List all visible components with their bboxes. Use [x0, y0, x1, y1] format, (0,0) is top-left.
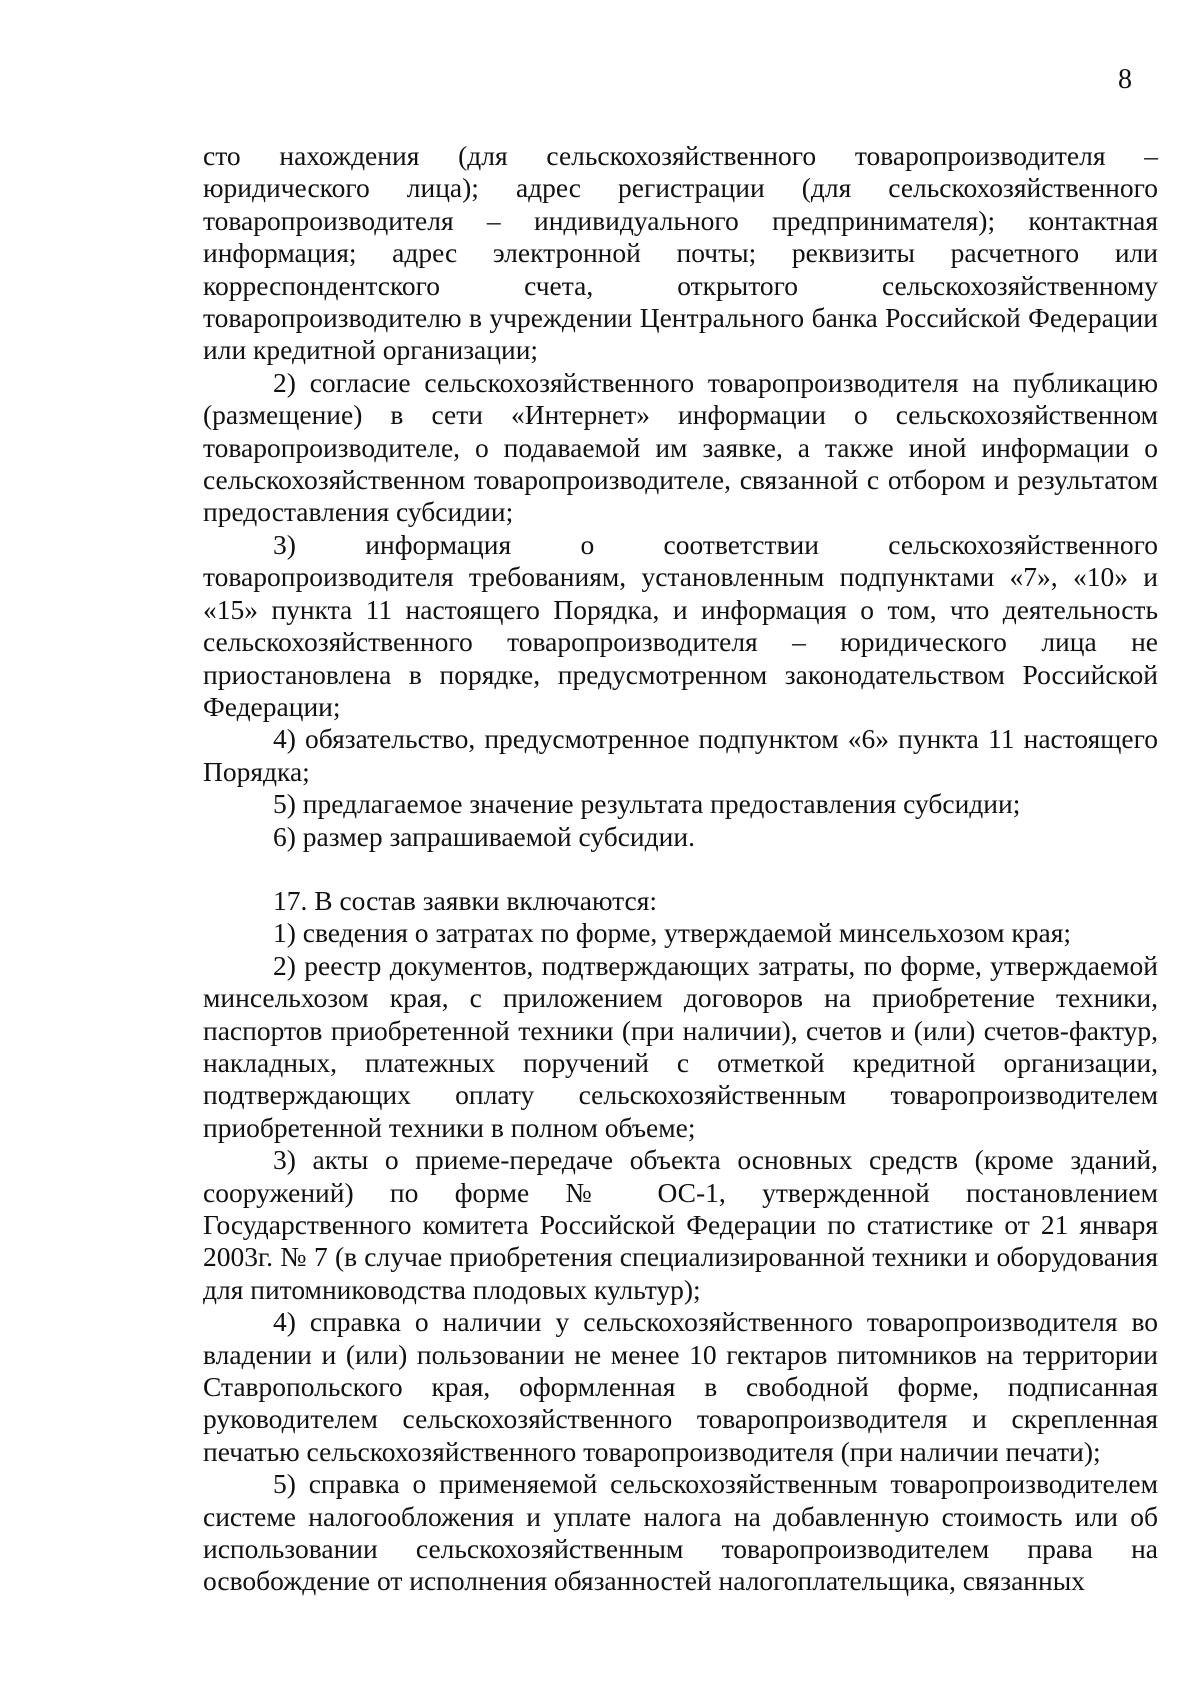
section-17-item-2: 2) реестр документов, подтверждающих затраты, по форме, утверждаемой минсельхозом края, с приложением договоров на приобретение техники, паспортов приобретенной техники (при наличии), счетов и (или) счетов-фактур, накладных, платежных поручений с отметкой кредитной организации, подтверждающих оплату сельскохозяйственным товаропроизводителем приобретенной техники в полном объеме;: [203, 949, 1158, 1143]
paragraph-continuation: сто нахождения (для сельскохозяйственного товаропроизводителя – юридического лица); адрес регистрации (для сельскохозяйственного товаропроизводителя – индивидуального предпринимателя); контактная информация; адрес электронной почты; реквизиты расчетного или корреспондентского счета, открытого сельскохозяйственному товаропроизводителю в учреждении Центрального банка Российской Федерации или кредитной организации;: [203, 140, 1158, 366]
section-17-item-1: 1) сведения о затратах по форме, утверждаемой минсельхозом края;: [273, 917, 1071, 949]
section-17-heading: 17. В состав заявки включаются:: [273, 884, 658, 916]
section-17-item-4: 4) справка о наличии у сельскохозяйственного товаропроизводителя во владении и (или) пользовании не менее 10 гектаров питомников на территории Ставропольского края, оформленная в свободной форме, подписанная руководителем сельскохозяйственного товаропроизводителя и скрепленная печатью сельскохозяйственного товаропроизводителя (при наличии печати);: [203, 1306, 1158, 1467]
section-17-item-5: 5) справка о применяемой сельскохозяйственным товаропроизводителем системе налогообложения и уплате налога на добавленную стоимость или об использовании сельскохозяйственным товаропроизводителем права на освобождение от исполнения обязанностей налогоплательщика, связанных: [203, 1468, 1158, 1597]
paragraph-item-6: 6) размер запрашиваемой субсидии.: [273, 820, 695, 852]
section-17-item-3: 3) акты о приеме-передаче объекта основных средств (кроме зданий, сооружений) по форме № ОС-1, утвержденной постановлением Государственного комитета Российской Федерации по статистике от 21 января 2003г. № 7 (в случае приобретения специализированной техники и оборудования для питомниководства плодовых культур);: [203, 1144, 1158, 1305]
paragraph-item-4: 4) обязательство, предусмотренное подпунктом «6» пункта 11 настоящего Порядка;: [203, 723, 1158, 787]
paragraph-item-5: 5) предлагаемое значение результата предоставления субсидии;: [273, 788, 1021, 820]
document-body: [203, 140, 1158, 1598]
paragraph-item-3: 3) информация о соответствии сельскохозяйственного товаропроизводителя требованиям, установленным подпунктами «7», «10» и «15» пункта 11 настоящего Порядка, и информация о том, что деятельность сельскохозяйственного товаропроизводителя – юридического лица не приостановлена в порядке, предусмотренном законодательством Российской Федерации;: [203, 528, 1158, 722]
paragraph-item-2: 2) согласие сельскохозяйственного товаропроизводителя на публикацию (размещение) в сети «Интернет» информации о сельскохозяйственном товаропроизводителе, о подаваемой им заявке, а также иной информации о сельскохозяйственном товаропроизводителе, связанной с отбором и результатом предоставления субсидии;: [203, 366, 1158, 528]
page-number: 8: [1118, 64, 1132, 95]
